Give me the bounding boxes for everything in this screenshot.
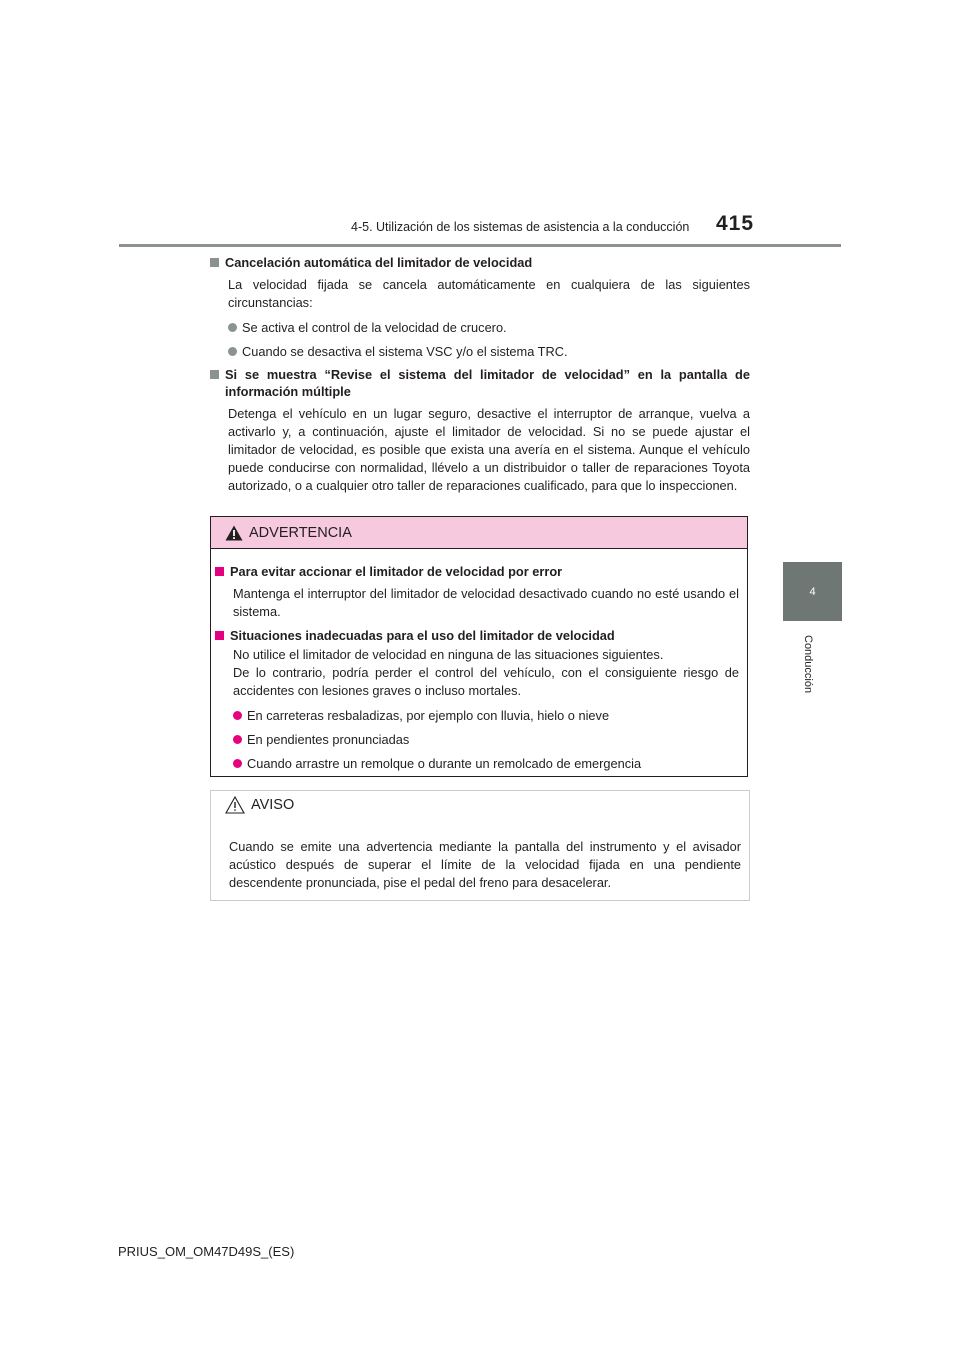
notice-box — [210, 790, 750, 901]
page-number: 415 — [716, 212, 755, 235]
header-divider — [119, 244, 841, 247]
list-item: En carreteras resbaladizas, por ejemplo con lluvia, hielo o nieve — [233, 707, 739, 724]
warning-triangle-filled-icon — [225, 525, 243, 541]
chapter-tab[interactable] — [783, 562, 842, 621]
section-heading: Si se muestra “Revise el sistema del limitador de velocidad” en la pantalla de información múltiple — [210, 366, 750, 400]
notice-paragraph: Cuando se emite una advertencia mediante la pantalla del instrumento y el avisador acústico después de superar el límite de la velocidad fijada en una pendiente descendente pronunciada, pise el pedal del freno para desacelerar. — [229, 839, 741, 890]
circle-bullet-icon — [228, 347, 237, 356]
warning-triangle-outline-icon — [225, 796, 245, 814]
circle-bullet-icon — [233, 759, 242, 768]
warning-heading: Situaciones inadecuadas para el uso del limitador de velocidad — [215, 627, 739, 644]
chapter-number: 4 — [809, 585, 816, 598]
warning-header — [211, 517, 747, 549]
main-content — [210, 254, 750, 495]
warning-paragraph: Mantenga el interruptor del limitador de velocidad desactivado cuando no esté usando el sistema. — [233, 586, 739, 619]
warning-paragraph: De lo contrario, podría perder el control del vehículo, con el consiguiente riesgo de accidentes con lesiones graves o incluso mortales. — [233, 665, 739, 698]
circle-bullet-icon — [233, 735, 242, 744]
circle-bullet-icon — [233, 711, 242, 720]
section-paragraph: La velocidad fijada se cancela automáticamente en cualquiera de las siguientes circunstancias: — [228, 277, 750, 310]
square-bullet-icon — [210, 370, 219, 379]
header-section-title: 4-5. Utilización de los sistemas de asistencia a la conducción — [351, 220, 690, 234]
list-item: En pendientes pronunciadas — [233, 731, 739, 748]
warning-paragraph: No utilice el limitador de velocidad en ninguna de las situaciones siguientes. — [233, 647, 664, 662]
notice-header — [211, 791, 749, 819]
footer-document-code: PRIUS_OM_OM47D49S_(ES) — [118, 1244, 295, 1259]
section-heading: Cancelación automática del limitador de velocidad — [210, 254, 750, 271]
warning-title: ADVERTENCIA — [249, 524, 352, 541]
list-item: Cuando se desactiva el sistema VSC y/o el sistema TRC. — [228, 343, 750, 360]
square-bullet-icon — [215, 567, 224, 576]
warning-heading: Para evitar accionar el limitador de velocidad por error — [215, 563, 739, 580]
section-paragraph: Detenga el vehículo en un lugar seguro, desactive el interruptor de arranque, vuelva a activarlo y, a continuación, ajuste el limitador de velocidad. Si no se puede ajustar el limitador de velocidad, es posible que exista una avería en el sistema. Aunque el vehículo puede conducirse con normalidad, llévelo a un distribuidor o taller de reparaciones Toyota autorizado, o a cualquier otro taller de reparaciones cualificado, para que lo inspeccionen. — [228, 406, 750, 493]
list-item: Cuando arrastre un remolque o durante un remolcado de emergencia — [233, 755, 739, 772]
square-bullet-icon — [215, 631, 224, 640]
circle-bullet-icon — [228, 323, 237, 332]
notice-title: AVISO — [251, 797, 295, 813]
warning-box — [210, 516, 748, 777]
square-bullet-icon — [210, 258, 219, 267]
chapter-label: Conducción — [802, 634, 814, 694]
list-item: Se activa el control de la velocidad de crucero. — [228, 319, 750, 336]
